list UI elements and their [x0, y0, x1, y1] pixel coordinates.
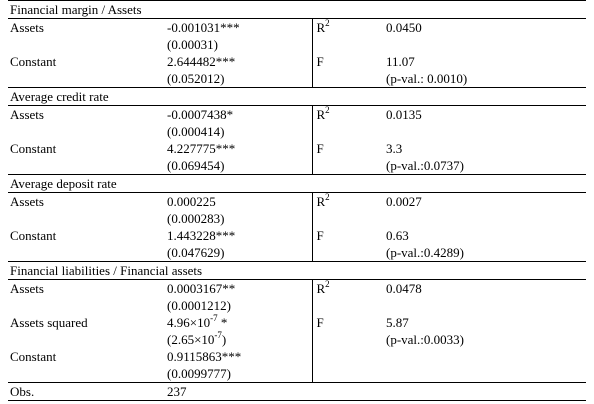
- table-row: [8, 140, 586, 157]
- variable-name: [8, 297, 165, 314]
- variable-name: [8, 244, 165, 262]
- statistic-value: 0.0027: [386, 194, 422, 209]
- statistic-value: [384, 36, 586, 53]
- statistic-label: [312, 280, 384, 298]
- coefficient-value: (0.00031): [167, 37, 218, 52]
- coefficient: [165, 331, 312, 348]
- variable-name: Constant: [10, 54, 57, 69]
- coefficient-exponent: -7: [214, 329, 222, 340]
- coefficient-value: 4.227775***: [167, 141, 236, 156]
- coefficient-value: (0.047629): [167, 245, 225, 260]
- observations-value: 237: [165, 383, 312, 401]
- coefficient: [165, 106, 312, 124]
- statistic-label: [312, 123, 384, 140]
- variable-name: Assets squared: [10, 315, 88, 330]
- table-row: [8, 244, 586, 262]
- variable-name: Constant: [10, 228, 57, 243]
- coefficient-value: 0.9115863***: [167, 349, 242, 364]
- section-header-row: [8, 88, 586, 106]
- statistic-value: (p-val.:0.0033): [386, 332, 464, 347]
- statistic-label: [312, 331, 384, 348]
- coefficient-value: 4.96×10: [167, 315, 211, 330]
- coefficient-value: 0.000225: [167, 194, 216, 209]
- statistic-value: [384, 210, 586, 227]
- variable-name: Assets: [10, 20, 44, 35]
- section-header-row: [8, 175, 586, 193]
- statistic-label: [312, 244, 384, 262]
- statistic-exponent: 2: [325, 278, 330, 289]
- coefficient-suffix: ): [221, 332, 227, 347]
- statistic-label: [312, 365, 384, 383]
- section-header-row: [8, 1, 586, 19]
- section-title: Average credit rate: [8, 88, 586, 106]
- statistic-value: 0.63: [386, 228, 409, 243]
- coefficient-value: -0.0007438*: [167, 107, 234, 122]
- coefficient: [165, 244, 312, 262]
- coefficient: [165, 280, 312, 298]
- observations-label: Obs.: [8, 383, 165, 401]
- section-title: Financial liabilities / Financial assets: [8, 262, 586, 280]
- variable-name: Constant: [10, 349, 57, 364]
- coefficient: [165, 53, 312, 70]
- table-row: [8, 314, 586, 331]
- statistic-label: [312, 70, 384, 88]
- statistic-label: [312, 227, 384, 244]
- statistic-value: 0.0450: [386, 20, 422, 35]
- statistic-label: [312, 210, 384, 227]
- table-row: [8, 331, 586, 348]
- statistic-exponent: 2: [325, 17, 330, 28]
- variable-name: [8, 70, 165, 88]
- table-row: [8, 297, 586, 314]
- coefficient: [165, 70, 312, 88]
- table-row: [8, 19, 586, 37]
- statistic-value: 5.87: [386, 315, 409, 330]
- variable-name: Assets: [10, 281, 44, 296]
- statistic-value: (p-val.: 0.0010): [386, 71, 468, 86]
- coefficient-value: (0.069454): [167, 158, 225, 173]
- statistic-name: F: [316, 141, 324, 156]
- coefficient-value: (0.000414): [167, 124, 225, 139]
- statistic-exponent: 2: [325, 191, 330, 202]
- coefficient-value: (0.0001212): [167, 298, 231, 313]
- statistic-label: [312, 157, 384, 175]
- statistic-value: 3.3: [386, 141, 403, 156]
- coefficient-suffix: *: [217, 315, 228, 330]
- variable-name: [8, 36, 165, 53]
- coefficient-value: (2.65×10: [167, 332, 215, 347]
- table-row: [8, 106, 586, 124]
- statistic-name: R: [316, 107, 326, 122]
- statistic-label: [312, 297, 384, 314]
- coefficient-exponent: -7: [210, 312, 218, 323]
- variable-name: [8, 123, 165, 140]
- variable-name: Constant: [10, 141, 57, 156]
- variable-name: [8, 157, 165, 175]
- statistic-exponent: 2: [325, 104, 330, 115]
- empty-cell: [312, 383, 384, 401]
- statistic-name: F: [316, 54, 324, 69]
- coefficient-value: -0.001031***: [167, 20, 240, 35]
- coefficient: [165, 297, 312, 314]
- coefficient: [165, 365, 312, 383]
- statistic-value: 0.0478: [386, 281, 422, 296]
- statistic-label: [312, 348, 384, 365]
- variable-name: Assets: [10, 107, 44, 122]
- coefficient-value: (0.000283): [167, 211, 225, 226]
- coefficient: [165, 227, 312, 244]
- table-row: [8, 36, 586, 53]
- statistic-label: [312, 193, 384, 211]
- table-row: [8, 348, 586, 365]
- regression-table: [8, 0, 586, 401]
- table-row: [8, 365, 586, 383]
- statistic-label: [312, 140, 384, 157]
- table-body: [8, 1, 586, 401]
- coefficient: [165, 140, 312, 157]
- statistic-label: [312, 314, 384, 331]
- table-row: [8, 210, 586, 227]
- empty-cell: [384, 383, 586, 401]
- coefficient: [165, 123, 312, 140]
- table-row: [8, 53, 586, 70]
- table-row: [8, 280, 586, 298]
- variable-name: [8, 210, 165, 227]
- statistic-name: R: [316, 20, 326, 35]
- coefficient: [165, 210, 312, 227]
- variable-name: Assets: [10, 194, 44, 209]
- table-row: [8, 157, 586, 175]
- observations-row: [8, 383, 586, 401]
- table-row: [8, 227, 586, 244]
- statistic-name: F: [316, 315, 324, 330]
- variable-name: [8, 331, 165, 348]
- statistic-value: [384, 123, 586, 140]
- statistic-label: [312, 36, 384, 53]
- coefficient: [165, 36, 312, 53]
- statistic-name: R: [316, 281, 326, 296]
- statistic-name: R: [316, 194, 326, 209]
- coefficient-value: 1.443228***: [167, 228, 236, 243]
- statistic-value: 11.07: [386, 54, 415, 69]
- coefficient: [165, 314, 312, 331]
- statistic-value: 0.0135: [386, 107, 422, 122]
- section-title: Average deposit rate: [8, 175, 586, 193]
- coefficient-value: (0.052012): [167, 71, 225, 86]
- statistic-value: (p-val.:0.4289): [386, 245, 464, 260]
- statistic-label: [312, 19, 384, 37]
- section-title: Financial margin / Assets: [8, 1, 586, 19]
- statistic-value: [384, 348, 586, 365]
- statistic-value: [384, 365, 586, 383]
- table-row: [8, 70, 586, 88]
- coefficient: [165, 348, 312, 365]
- statistic-label: [312, 106, 384, 124]
- table-row: [8, 193, 586, 211]
- section-header-row: [8, 262, 586, 280]
- coefficient: [165, 157, 312, 175]
- coefficient-value: (0.0099777): [167, 366, 231, 381]
- table-row: [8, 123, 586, 140]
- statistic-value: (p-val.:0.0737): [386, 158, 464, 173]
- coefficient: [165, 19, 312, 37]
- statistic-name: F: [316, 228, 324, 243]
- coefficient-value: 2.644482***: [167, 54, 236, 69]
- coefficient-value: 0.0003167**: [167, 281, 236, 296]
- statistic-value: [384, 297, 586, 314]
- variable-name: [8, 365, 165, 383]
- coefficient: [165, 193, 312, 211]
- statistic-label: [312, 53, 384, 70]
